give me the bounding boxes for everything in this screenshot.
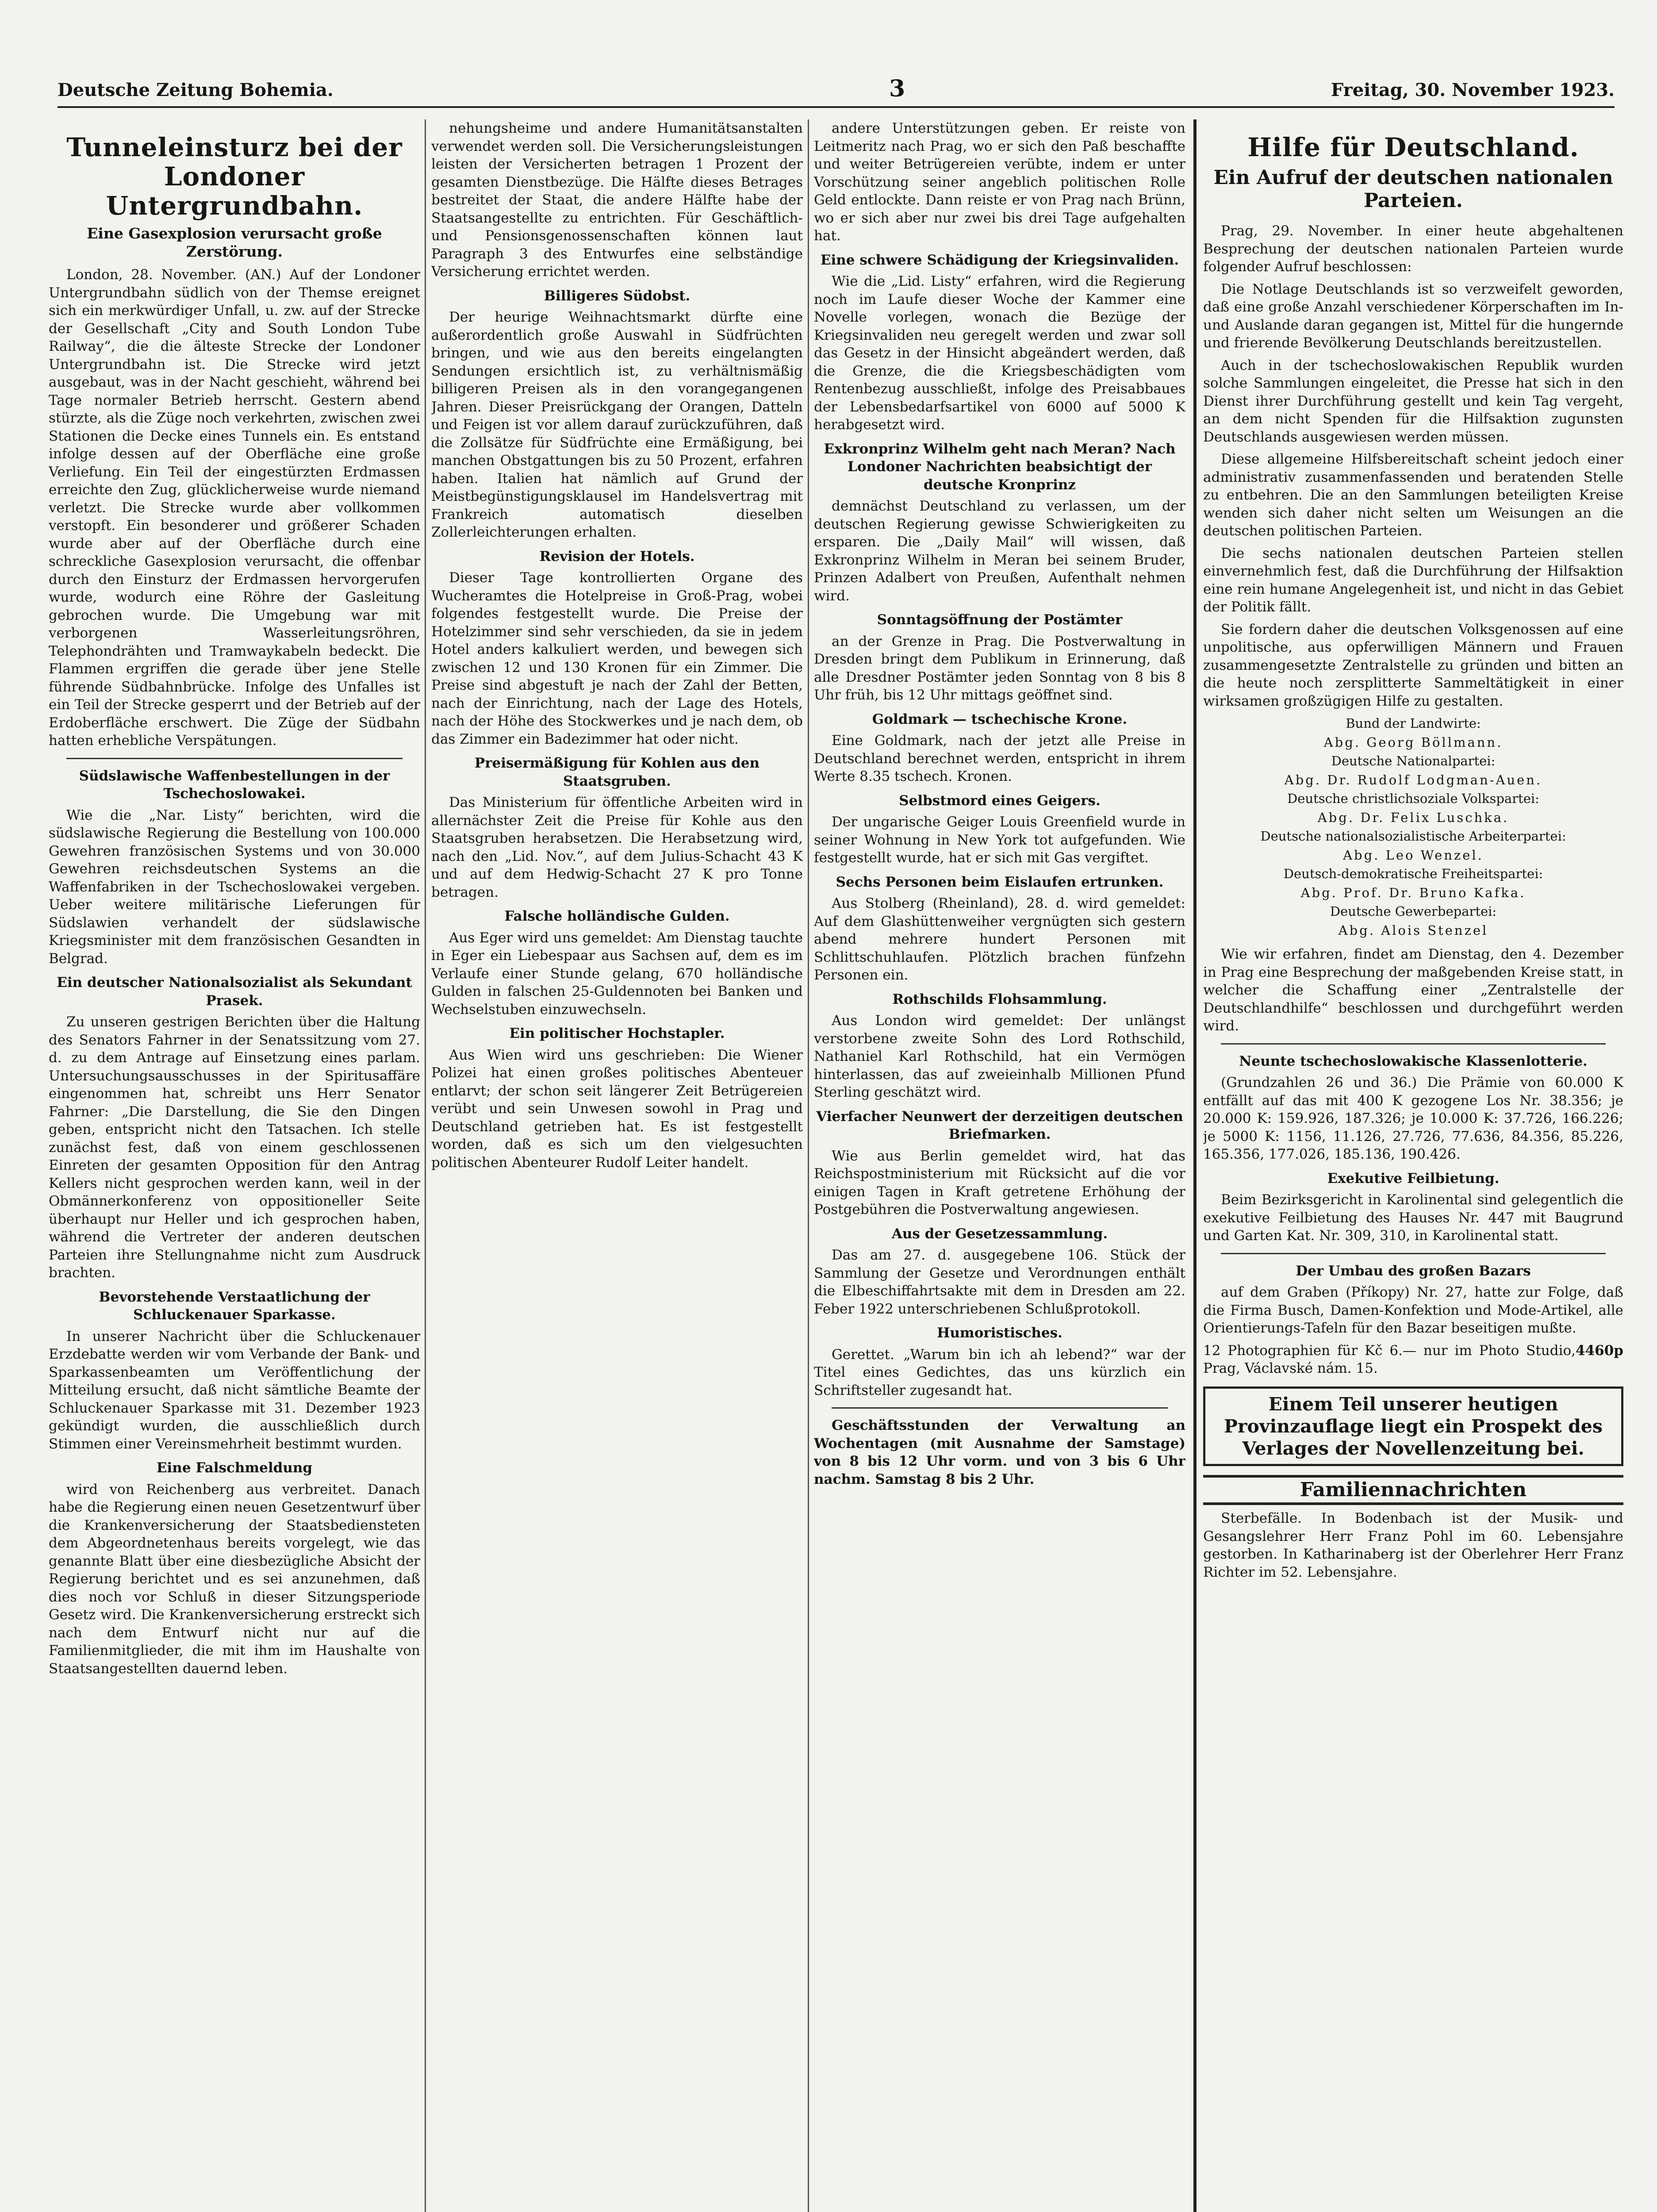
article-body: auf dem Graben (Příkopy) Nr. 27, hatte zur Folge, daß die Firma Busch, Damen-Konfektion und Mode-Artikel, alle Orientierungs-Tafeln für den Bazar beseitigen mußte. bbox=[1203, 1284, 1623, 1336]
article-body: nehungsheime und andere Humanitätsanstalten verwendet werden soll. Die Versicherungsleistungen leisten der Versicherten betragen 1 Prozent der gesamten Dienstbezüge. Die Hälfte dieses Betrages bestreitet der Staat, die andere Hälfte habe der Staatsangestellte zu entrichten. Für Geschäftlich- und Pensionsgenossenschaften können laut Paragraph 3 des Entwurfes eine selbständige Versicherung errichtet werden. bbox=[431, 120, 803, 280]
article-title: Selbstmord eines Geigers. bbox=[899, 792, 1101, 809]
insert-notice-box: Einem Teil unserer heutigen Provinzauflage liegt ein Prospekt des Verlages der Novellenzeitung bei. bbox=[1203, 1386, 1623, 1466]
article-body: Aus London wird gemeldet: Der unlängst verstorbene zweite Sohn des Lord Rothschild, Nathaniel Karl Rothschild, hat ein Vermögen hinterlassen, das auf zweieinhalb Millionen Pfund Sterling geschätzt wird. bbox=[814, 1013, 1185, 1100]
article-title: Ein deutscher Nationalsozialist als Sekundant Prasek. bbox=[57, 975, 412, 1009]
divider bbox=[1221, 1043, 1606, 1045]
article-body: Wie wir erfahren, findet am Dienstag, den 4. Dezember in Prag eine Besprechung der maßgebenden Kreise statt, in welcher die Schaffung einer „Zentralstelle der Deutschlandhilfe“ beschlossen und durchgeführt werden wird. bbox=[1203, 946, 1623, 1034]
article-title: Goldmark — tschechische Krone. bbox=[872, 711, 1128, 727]
article-title: Exekutive Feilbietung. bbox=[1327, 1170, 1500, 1187]
article-title: Exkronprinz Wilhelm geht nach Meran? Nach Londoner Nachrichten beabsichtigt der deutsche Kronprinz bbox=[824, 441, 1176, 493]
headline-hilfe: Hilfe für Deutschland. bbox=[1247, 132, 1579, 162]
article-body: In unserer Nachricht über die Schluckenauer Erzdebatte werden wir vom Verbande der Bank- und Sparkassenbeamten um Veröffentlichung der Mitteilung ersucht, daß nicht sämtliche Beamte der Schluckenauer Sparkasse mit 31. Dezember 1923 gekündigt wurden, die ausschließlich durch Stimmen einer Vereinsmehrheit bestimmt wurden. bbox=[49, 1328, 420, 1452]
article-body: Der ungarische Geiger Louis Greenfield wurde in seiner Wohnung in New York tot aufgefunden. Wie festgestellt wurde, hat er sich mit Gas vergiftet. bbox=[814, 814, 1185, 866]
signature-name: Abg. Dr. Felix Luschka. bbox=[1317, 810, 1509, 825]
article-title: Bevorstehende Verstaatlichung der Schluckenauer Sparkasse. bbox=[99, 1289, 370, 1323]
column-rule bbox=[808, 119, 809, 2212]
lottery-results: (Grundzahlen 26 und 36.) Die Prämie von 60.000 K entfällt auf das mit 400 K gezogene Los Nr. 38.356; je 20.000 K: 159.926, 187.326; je 10.000 K: 37.726, 166.226; je 5000 K: 1156, 11.126, 27.726, 77.636, 84.356, 85.226, 165.356, 177.026, 185.136, 190.426. bbox=[1203, 1075, 1623, 1162]
article-body: Eine Goldmark, nach der jetzt alle Preise in Deutschland berechnet werden, entspricht in ihrem Werte 8.35 tschech. Kronen. bbox=[814, 733, 1185, 784]
article-body: London, 28. November. (AN.) Auf der Londoner Untergrundbahn südlich von der Themse ereignet sich ein merkwürdiger Unfall, u. zw. auf der Strecke der Gesellschaft „City and South London Tube Railway“, die die älteste Strecke der Londoner Untergrundbahn ist. Die Strecke wird jetzt ausgebaut, was in der Nacht geschieht, während bei Tage normaler Betrieb herrscht. Gestern abend stürzte, als die Züge noch verkehrten, zwischen zwei Stationen die Decke eines Tunnels ein. Es entstand infolge dessen auf der Oberfläche eine große Verliefung. Ein Teil der eingestürzten Erdmassen erreichte den Zug, glücklicherweise wurde niemand verletzt. Die Strecke wurde aber vollkommen verstopft. Ein besonderer und größerer Schaden wurde aber auf der Oberfläche durch eine schreckliche Gasexplosion verursacht, die offenbar durch den Einsturz der Erdmassen hervorgerufen wurde, wodurch eine Röhre der Gasleitung gebrochen wurde. Die Umgebung war mit verborgenen Wasserleitungsröhren, Telephondrähten und Tramwaykabeln bedeckt. Die Flammen ergriffen die gerade über jene Stelle führende Südbahnbrücke. Infolge des Unfalles ist ein Teil der Strecke gesperrt und der Betrieb auf der Erdoberfläche erschwert. Die Züge der Südbahn hatten erhebliche Verspätungen. bbox=[49, 267, 420, 749]
article-body: Prag, 29. November. In einer heute abgehaltenen Besprechung der deutschen nationalen Parteien wurde folgender Aufruf beschlossen: bbox=[1203, 223, 1623, 275]
article-body: Das Ministerium für öffentliche Arbeiten wird in allernächster Zeit die Preise für Kohle aus den Staatsgruben herabsetzen. Die Herabsetzung wird, nach den „Lid. Nov.“, auf dem Julius-Schacht 43 K und auf dem Hedwig-Schacht 27 K pro Tonne betragen. bbox=[431, 795, 803, 900]
column-2 bbox=[431, 119, 803, 2212]
column-rule bbox=[1193, 119, 1197, 2212]
article-body: an der Grenze in Prag. Die Postverwaltung in Dresden bringt dem Publikum in Erinnerung, daß alle Dresdner Postämter jeden Sonntag von 8 bis 8 Uhr früh, bis 12 Uhr mittags geöffnet sind. bbox=[814, 633, 1185, 703]
article-title: Rothschilds Flohsammlung. bbox=[892, 991, 1107, 1007]
column-rule bbox=[425, 119, 426, 2212]
article-title: Vierfacher Neunwert der derzeitigen deutschen Briefmarken. bbox=[816, 1108, 1183, 1142]
article-title: Billigeres Südobst. bbox=[544, 288, 690, 304]
signature-name: Abg. Leo Wenzel. bbox=[1343, 847, 1484, 863]
signature-party: Deutsche Gewerbepartei: bbox=[1330, 904, 1497, 919]
article-body: Zu unseren gestrigen Berichten über die Haltung des Senators Fahrner in der Senatssitzung vom 27. d. zu dem Antrage auf Einsetzung eines parlam. Untersuchungsausschusses in der Spiritusaffäre eingenommen hat, schreibt uns Herr Senator Fahrner: „Die Darstellung, die Sie den Dingen geben, entspricht nicht den Tatsachen. Ich stelle zunächst fest, daß von einem geschlossenen Einreten der gesamten Opposition für den Antrag Kellers nicht gesprochen werden kann, weil in der Obmännerkonferenz von oppositioneller Seite überhaupt nur Heller und ich gesprochen haben, während die Vertreter der anderen deutschen Parteien ihre Stellungnahme nicht zum Ausdruck brachten. bbox=[49, 1014, 420, 1281]
article-title: Humoristisches. bbox=[937, 1325, 1062, 1341]
article-body: Das am 27. d. ausgegebene 106. Stück der Sammlung der Gesetze und Verordnungen enthält die Elbeschiffahrtsakte mit dem in Dresden am 22. Feber 1922 unterschriebenen Schlußprotokoll. bbox=[814, 1247, 1185, 1317]
article-body: Wie die „Lid. Listy“ erfahren, wird die Regierung noch im Laufe dieser Woche der Kammer eine Novelle vorlegen, wonach die Bezüge der Kriegsinvaliden neu geregelt werden und zwar soll das Gesetz in der Hinsicht abgeändert werden, daß die Grenze, die die Kriegsbeschädigten vom Rentenbezug ausschließt, infolge des Preisabbaues der Lebensbedarfsartikel von 6000 auf 5000 K herabgesetzt wird. bbox=[814, 273, 1185, 433]
article-body: Diese allgemeine Hilfsbereitschaft scheint jedoch einer administrativ zusammenfassenden und beratenden Stelle zu entbehren. Die an den Sammlungen beteiligten Kreise wenden sich daher nicht selten um Weisungen an die deutschen politischen Parteien. bbox=[1203, 451, 1623, 539]
signature-party: Deutsch-demokratische Freiheitspartei: bbox=[1283, 866, 1543, 881]
article-title: Südslawische Waffenbestellungen in der Tschechoslowakei. bbox=[79, 768, 390, 802]
divider bbox=[1221, 1253, 1606, 1254]
article-body: Aus Eger wird uns gemeldet: Am Dienstag tauchte in Eger ein Liebespaar aus Sachsen auf, dem es im Verlaufe einer Stunde gelang, 670 holländische Gulden in falschen 25-Guldennoten bei Banken und Wechselstuben einzuwechseln. bbox=[431, 929, 803, 1018]
article-title: Aus der Gesetzessammlung. bbox=[891, 1225, 1108, 1242]
page-number: 3 bbox=[889, 75, 905, 102]
article-title: Eine schwere Schädigung der Kriegsinvaliden. bbox=[820, 252, 1179, 268]
ad-code: 4460p bbox=[1576, 1342, 1623, 1359]
article-body: Aus Stolberg (Rheinland), 28. d. wird gemeldet: Auf dem Glashüttenweiher vergnügten sich gestern abend mehrere hundert Personen mit Schlittschuhlaufen. Plötzlich brachen fünfzehn Personen ein. bbox=[814, 895, 1185, 983]
article-title: Der Umbau des großen Bazars bbox=[1296, 1263, 1531, 1279]
ad-text: 12 Photographien für Kč 6.— nur im Photo Studio, Prag, Václavské nám. 15. bbox=[1203, 1342, 1576, 1376]
article-title: Sonntagsöffnung der Postämter bbox=[877, 612, 1123, 628]
column-4 bbox=[1203, 119, 1623, 2212]
article-title: Preisermäßigung für Kohlen aus den Staatsgruben. bbox=[474, 755, 760, 789]
article-body: Dieser Tage kontrollierten Organe des Wucheramtes die Hotelpreise in Groß-Prag, wobei folgendes festgestellt wurde. Die Preise der Hotelzimmer sind sehr verschieden, da sie in jedem Hotel anders kalkuliert werden, und bewegen sich zwischen 12 und 130 Kronen für ein Zimmer. Die Preise sind abgestuft je nach der Zahl der Betten, nach der Einrichtung, nach der Lage des Hotels, nach der Höhe des Stockwerkes und je nach dem, ob das Zimmer ein Badezimmer hat oder nicht. bbox=[431, 570, 803, 747]
column-1 bbox=[49, 119, 420, 2212]
subhead-aufruf: Ein Aufruf der deutschen nationalen Parteien. bbox=[1213, 166, 1613, 212]
masthead-title: Deutsche Zeitung Bohemia. bbox=[58, 80, 334, 100]
signature-name: Abg. Dr. Rudolf Lodgman-Auen. bbox=[1284, 772, 1542, 787]
article-body: Die Notlage Deutschlands ist so verzweifelt geworden, daß eine große Anzahl verschiedener Körperschaften im In- und Auslande daran gegangen ist, Mittel für die hungernde und frierende Bevölkerung Deutschlands bereitzustellen. bbox=[1203, 281, 1623, 351]
lottery-title: Neunte tschechoslowakische Klassenlotterie. bbox=[1239, 1053, 1588, 1069]
article-body: Beim Bezirksgericht in Karolinental sind gelegentlich die exekutive Feilbietung des Hauses Nr. 447 mit Baugrund und Garten Kat. Nr. 309, 310, in Karolinental statt. bbox=[1203, 1192, 1623, 1244]
article-title: Ein politischer Hochstapler. bbox=[509, 1025, 725, 1041]
lead-tunnel: Eine Gasexplosion verursacht große Zerstörung. bbox=[87, 225, 382, 260]
signature-party: Deutsche nationalsozialistische Arbeiterpartei: bbox=[1260, 829, 1566, 844]
signature-party: Deutsche Nationalpartei: bbox=[1331, 753, 1496, 768]
article-title: Revision der Hotels. bbox=[539, 548, 695, 565]
article-body: demnächst Deutschland zu verlassen, um der deutschen Regierung gewisse Schwierigkeiten zu ersparen. Die „Daily Mail“ will wissen, daß Exkronprinz Wilhelm in Meran bei seinem Bruder, Prinzen Adalbert von Preußen, Aufenthalt nehmen wird. bbox=[814, 498, 1185, 604]
article-body: Der heurige Weihnachtsmarkt dürfte eine außerordentlich große Auswahl in Südfrüchten bringen, und wie aus den bereits eingelangten Sendungen ersichtlich ist, zu verhältnismäßig billigeren Preisen als in den vorangegangenen Jahren. Dieser Preisrückgang der Orangen, Datteln und Feigen ist vor allem darauf zurückzuführen, daß die Zollsätze für Südfrüchte eine Ermäßigung, bei manchen Obstgattungen bis zu 50 Prozent, erfahren haben. Italien hat nämlich auf Grund der Meistbegünstigungsklausel im Handelsvertrag mit Frankreich automatisch dieselben Zollerleichterungen erhalten. bbox=[431, 309, 803, 540]
article-body: Sie fordern daher die deutschen Volksgenossen auf eine unpolitische, aus opferwilligen Männern und Frauen zusammengesetzte Zentralstelle zu gründen und bitten an die heute noch zersplitterte Sammeltätigkeit in einer wirksamen großzügigen Hilfe zu gestalten. bbox=[1203, 621, 1623, 709]
office-hours-notice: Geschäftsstunden der Verwaltung an Wochentagen (mit Ausnahme der Samstage) von 8 bis 12 Uhr vorm. und von 3 bis 6 Uhr nachm. Samstag 8 bis 2 Uhr. bbox=[814, 1417, 1185, 1487]
signature-name: Abg. Georg Böllmann. bbox=[1323, 734, 1503, 750]
article-title: Sechs Personen beim Eislaufen ertrunken. bbox=[836, 874, 1164, 890]
family-news-text: Sterbefälle. In Bodenbach ist der Musik- und Gesangslehrer Herr Franz Pohl im 60. Lebensjahre gestorben. In Katharinaberg ist der Oberlehrer Herr Franz Richter im 52. Lebensjahre. bbox=[1203, 1510, 1623, 1580]
signature-name: Abg. Alois Stenzel bbox=[1338, 922, 1488, 938]
article-body: Wie die „Nar. Listy“ berichten, wird die südslawische Regierung die Bestellung von 100.000 Gewehren französischen Systems und von 30.000 Gewehren reichsdeutschen Systems an die Waffenfabriken in der Tschechoslowakei vergeben. Ueber weitere militärische Lieferungen für Südslawien verhandelt der südslawische Kriegsminister mit dem französischen Gesandten in Belgrad. bbox=[49, 807, 420, 967]
article-body: Auch in der tschechoslowakischen Republik wurden solche Sammlungen eingeleitet, die Presse hat sich in den Dienst ihrer Durchführung gestellt und kein Tag vergeht, an dem nicht Spenden für die Hilfsaktion zugunsten Deutschlands ausgewiesen werden müssen. bbox=[1203, 357, 1623, 445]
signature-name: Abg. Prof. Dr. Bruno Kafka. bbox=[1300, 885, 1526, 900]
divider bbox=[66, 758, 403, 759]
article-body: Aus Wien wird uns geschrieben: Die Wiener Polizei hat einen großes politisches Abenteuer entlarvt; der schon seit längerer Zeit Betrügereien verübt und sein Unwesen sowohl in Prag und Deutschland getrieben hat. Es ist festgestellt worden, daß es sich um den vielgesuchten politischen Abenteurer Rudolf Leiter handelt. bbox=[431, 1047, 803, 1171]
column-3 bbox=[814, 119, 1185, 2212]
article-body: wird von Reichenberg aus verbreitet. Danach habe die Regierung einen neuen Gesetzentwurf über die Krankenversicherung der Staatsbediensteten dem Abgeordnetenhaus bereits vorgelegt, wie das genannte Blatt über eine diesbezügliche Absicht der Regierung berichtet und es sei anzunehmen, daß dies noch vor Schluß in dieser Sitzungsperiode Gesetz wird. Die Krankenversicherung erstreckt sich nach dem Entwurf nicht nur auf die Familienmitglieder, die mit ihm im Haushalte von Staatsangestellten dauernd leben. bbox=[49, 1481, 420, 1677]
masthead-date: Freitag, 30. November 1923. bbox=[1331, 80, 1615, 100]
article-body: Wie aus Berlin gemeldet wird, hat das Reichspostministerium mit Rücksicht auf die vor einigen Tagen in Kraft getretene Erhöhung der Postgebühren die Postverwaltung angewiesen. bbox=[814, 1148, 1185, 1217]
masthead bbox=[58, 75, 1615, 108]
photo-advertisement bbox=[1203, 1342, 1623, 1378]
article-body: Die sechs nationalen deutschen Parteien stellen einvernehmlich fest, daß die Durchführung der Hilfsaktion eine rein humane Angelegenheit ist, und nicht in das Gebiet der Politik fällt. bbox=[1203, 545, 1623, 615]
article-body: andere Unterstützungen geben. Er reiste von Leitmeritz nach Prag, wo er sich den Paß beschaffte und weiter Betrügereien verübte, indem er unter Vorschützung seiner angeblich politischen Rolle Geld entlockte. Dann reiste er von Prag nach Brünn, wo er sich aber nur zwei bis drei Tage aufgehalten hat. bbox=[814, 120, 1185, 244]
headline-tunnel: Tunneleinsturz bei der Londoner Untergrundbahn. bbox=[66, 132, 403, 221]
signature-party: Bund der Landwirte: bbox=[1346, 716, 1481, 731]
signature-party: Deutsche christlichsoziale Volkspartei: bbox=[1287, 791, 1539, 806]
divider bbox=[832, 1407, 1168, 1409]
article-title: Eine Falschmeldung bbox=[156, 1460, 313, 1476]
article-body: Gerettet. „Warum bin ich ah lebend?“ war der Titel eines Gedichtes, das uns kürzlich ein Schriftsteller zugesandt hat. bbox=[814, 1346, 1185, 1398]
family-news-heading: Familiennachrichten bbox=[1203, 1475, 1623, 1505]
article-title: Falsche holländische Gulden. bbox=[504, 908, 730, 924]
